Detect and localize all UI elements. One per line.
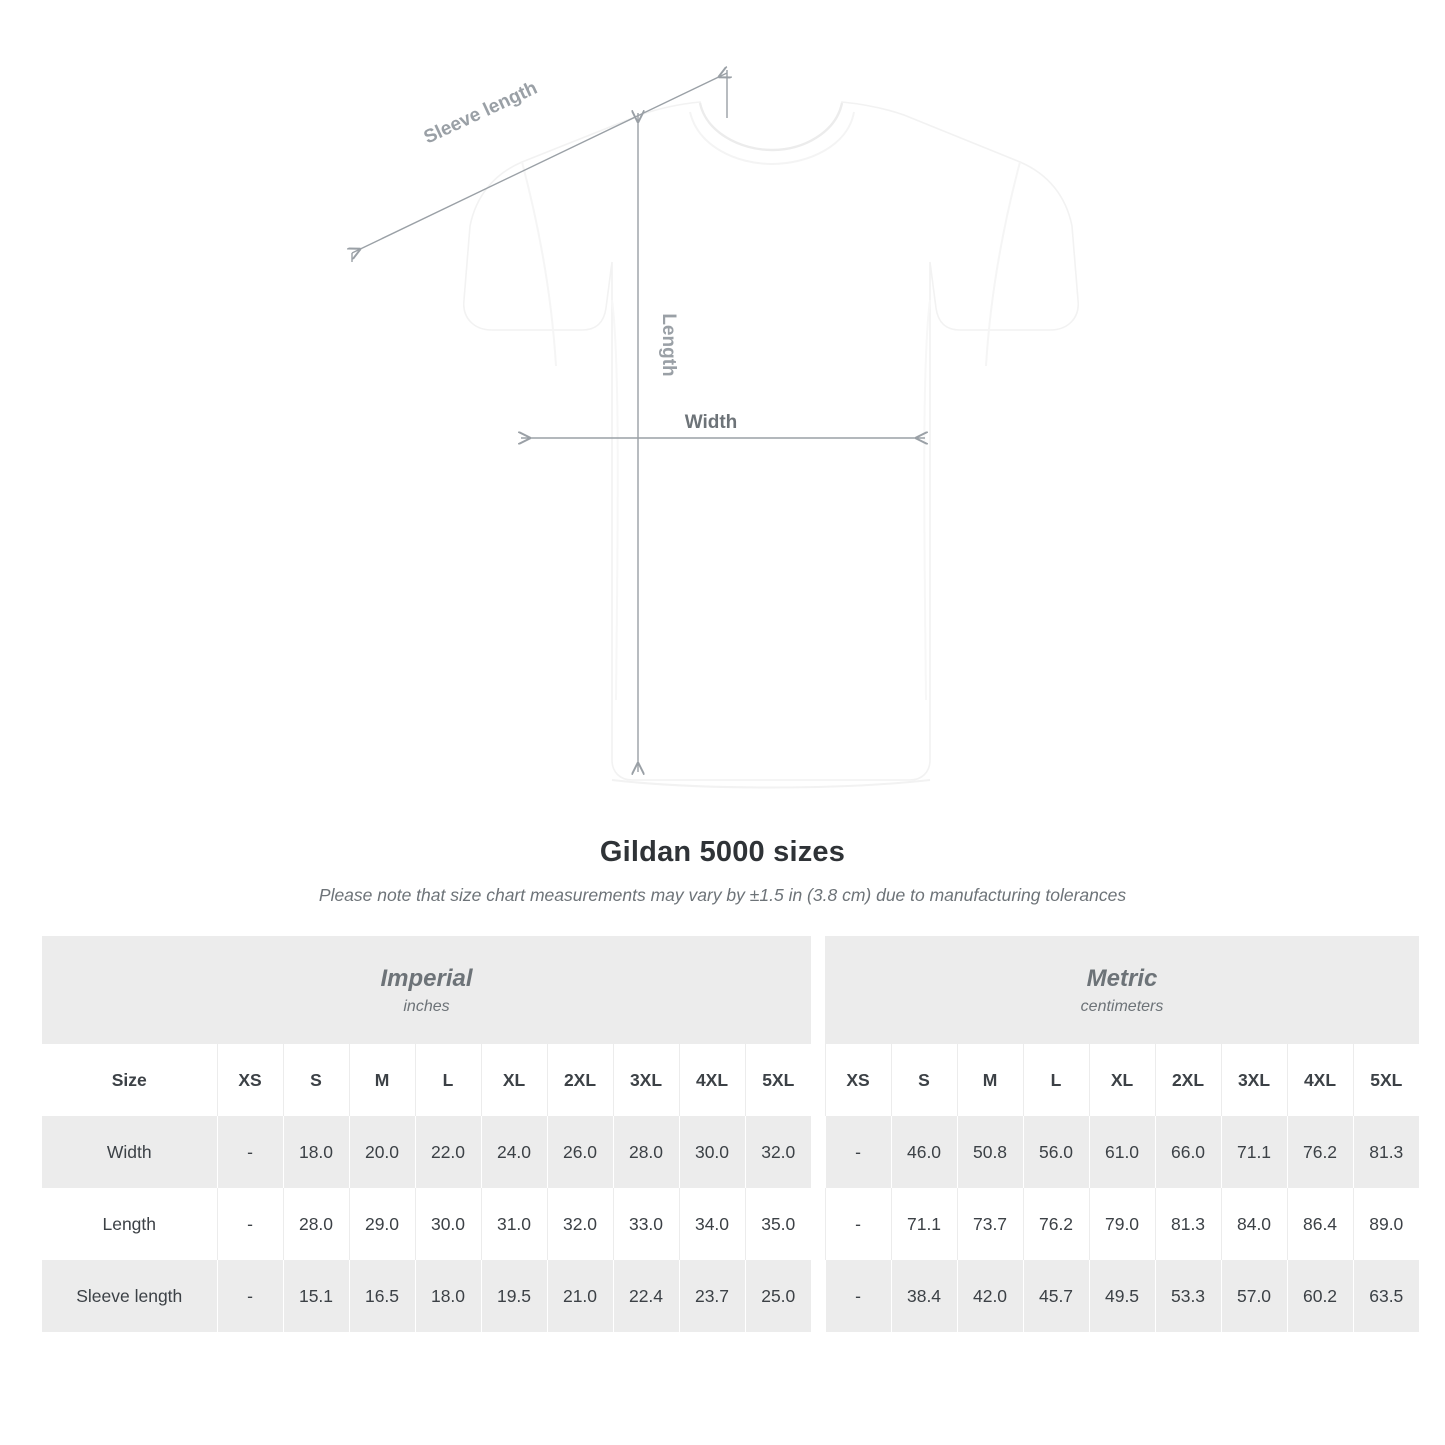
sleeve-metric-m: 42.0 <box>957 1260 1023 1332</box>
sleeve-imperial-4xl: 23.7 <box>679 1260 745 1332</box>
unit-gap <box>811 936 825 1044</box>
table-row <box>42 1260 1419 1332</box>
length-metric-s: 71.1 <box>891 1188 957 1260</box>
size-header-metric-m: M <box>957 1044 1023 1116</box>
width-metric-s: 46.0 <box>891 1116 957 1188</box>
row-label-sleeve-length: Sleeve length <box>42 1260 217 1332</box>
width-metric-3xl: 71.1 <box>1221 1116 1287 1188</box>
length-imperial-m: 29.0 <box>349 1188 415 1260</box>
size-header-metric-2xl: 2XL <box>1155 1044 1221 1116</box>
width-imperial-xl: 24.0 <box>481 1116 547 1188</box>
size-header-imperial-s: S <box>283 1044 349 1116</box>
row-gap <box>811 1260 825 1332</box>
length-imperial-xs: - <box>217 1188 283 1260</box>
sleeve-metric-l: 45.7 <box>1023 1260 1089 1332</box>
table-row <box>42 1188 1419 1260</box>
sleeve-imperial-s: 15.1 <box>283 1260 349 1332</box>
width-metric-m: 50.8 <box>957 1116 1023 1188</box>
width-metric-5xl: 81.3 <box>1353 1116 1419 1188</box>
length-metric-xs: - <box>825 1188 891 1260</box>
length-metric-3xl: 84.0 <box>1221 1188 1287 1260</box>
page-title: Gildan 5000 sizes <box>599 836 846 868</box>
sleeve-length-label: Sleeve length <box>420 77 541 149</box>
size-header-metric-4xl: 4XL <box>1287 1044 1353 1116</box>
tolerance-note: Please note that size chart measurements may vary by ±1.5 in (3.8 cm) due to manufacturing tolerances <box>318 885 1127 905</box>
sleeve-imperial-5xl: 25.0 <box>745 1260 811 1332</box>
sleeve-metric-2xl: 53.3 <box>1155 1260 1221 1332</box>
width-imperial-s: 18.0 <box>283 1116 349 1188</box>
size-header-metric-xs: XS <box>825 1044 891 1116</box>
sleeve-metric-3xl: 57.0 <box>1221 1260 1287 1332</box>
length-imperial-l: 30.0 <box>415 1188 481 1260</box>
size-header-imperial-3xl: 3XL <box>613 1044 679 1116</box>
size-header-imperial-l: L <box>415 1044 481 1116</box>
width-imperial-l: 22.0 <box>415 1116 481 1188</box>
row-label-width: Width <box>42 1116 217 1188</box>
length-metric-m: 73.7 <box>957 1188 1023 1260</box>
width-metric-xl: 61.0 <box>1089 1116 1155 1188</box>
unit-header-row <box>42 936 1419 1044</box>
size-header-metric-l: L <box>1023 1044 1089 1116</box>
length-imperial-3xl: 33.0 <box>613 1188 679 1260</box>
width-label: Width <box>684 412 738 433</box>
length-imperial-xl: 31.0 <box>481 1188 547 1260</box>
width-metric-4xl: 76.2 <box>1287 1116 1353 1188</box>
width-metric-xs: - <box>825 1116 891 1188</box>
length-metric-2xl: 81.3 <box>1155 1188 1221 1260</box>
length-metric-xl: 79.0 <box>1089 1188 1155 1260</box>
width-metric-2xl: 66.0 <box>1155 1116 1221 1188</box>
length-metric-l: 76.2 <box>1023 1188 1089 1260</box>
size-header-imperial-m: M <box>349 1044 415 1116</box>
length-imperial-s: 28.0 <box>283 1188 349 1260</box>
length-metric-4xl: 86.4 <box>1287 1188 1353 1260</box>
size-header-imperial-xs: XS <box>217 1044 283 1116</box>
row-gap <box>811 1188 825 1260</box>
title-block <box>0 836 1445 906</box>
row-gap <box>811 1116 825 1188</box>
header-gap <box>811 1044 825 1116</box>
metric-unit-sub: centimeters <box>1080 998 1164 1015</box>
width-imperial-xs: - <box>217 1116 283 1188</box>
sleeve-imperial-2xl: 21.0 <box>547 1260 613 1332</box>
size-header-imperial-5xl: 5XL <box>745 1044 811 1116</box>
width-imperial-3xl: 28.0 <box>613 1116 679 1188</box>
width-metric-l: 56.0 <box>1023 1116 1089 1188</box>
metric-unit-name: Metric <box>1086 965 1158 992</box>
size-header-metric-xl: XL <box>1089 1044 1155 1116</box>
size-table-wrapper <box>42 936 1403 1332</box>
sleeve-imperial-xs: - <box>217 1260 283 1332</box>
metric-unit-cell <box>825 936 1419 1044</box>
sleeve-imperial-xl: 19.5 <box>481 1260 547 1332</box>
width-imperial-5xl: 32.0 <box>745 1116 811 1188</box>
sleeve-imperial-l: 18.0 <box>415 1260 481 1332</box>
size-table <box>42 936 1419 1332</box>
imperial-unit-cell <box>42 936 811 1044</box>
length-label: Length <box>658 313 679 377</box>
size-header-imperial-2xl: 2XL <box>547 1044 613 1116</box>
sleeve-metric-xl: 49.5 <box>1089 1260 1155 1332</box>
length-metric-5xl: 89.0 <box>1353 1188 1419 1260</box>
size-label: Size <box>42 1044 217 1116</box>
size-header-row <box>42 1044 1419 1116</box>
size-header-metric-5xl: 5XL <box>1353 1044 1419 1116</box>
width-imperial-m: 20.0 <box>349 1116 415 1188</box>
length-imperial-5xl: 35.0 <box>745 1188 811 1260</box>
sleeve-metric-5xl: 63.5 <box>1353 1260 1419 1332</box>
size-header-imperial-4xl: 4XL <box>679 1044 745 1116</box>
size-header-metric-s: S <box>891 1044 957 1116</box>
size-header-imperial-xl: XL <box>481 1044 547 1116</box>
row-label-length: Length <box>42 1188 217 1260</box>
imperial-unit-name: Imperial <box>380 965 473 992</box>
tshirt-shape <box>464 102 1078 788</box>
size-header-metric-3xl: 3XL <box>1221 1044 1287 1116</box>
table-row <box>42 1116 1419 1188</box>
imperial-unit-sub: inches <box>403 998 450 1015</box>
width-imperial-2xl: 26.0 <box>547 1116 613 1188</box>
sleeve-metric-xs: - <box>825 1260 891 1332</box>
sleeve-metric-4xl: 60.2 <box>1287 1260 1353 1332</box>
sleeve-metric-s: 38.4 <box>891 1260 957 1332</box>
sleeve-imperial-3xl: 22.4 <box>613 1260 679 1332</box>
width-imperial-4xl: 30.0 <box>679 1116 745 1188</box>
length-imperial-2xl: 32.0 <box>547 1188 613 1260</box>
length-imperial-4xl: 34.0 <box>679 1188 745 1260</box>
sleeve-imperial-m: 16.5 <box>349 1260 415 1332</box>
